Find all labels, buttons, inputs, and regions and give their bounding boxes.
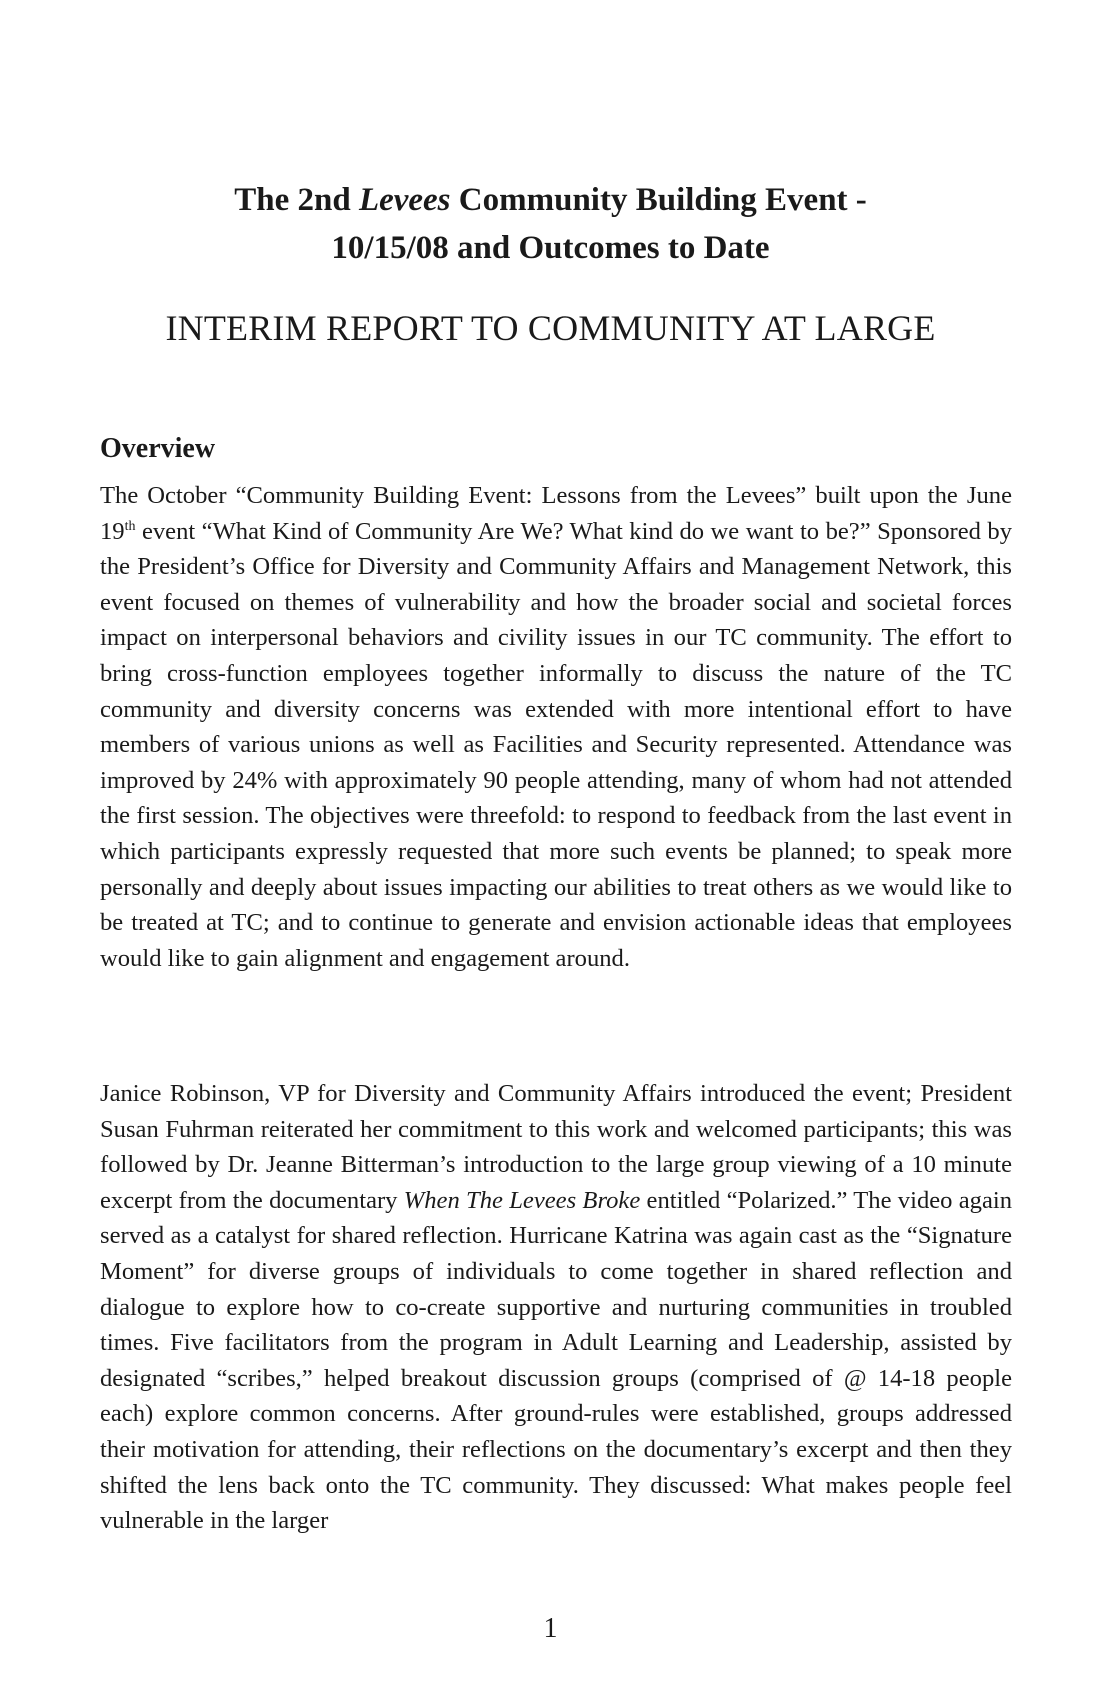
ordinal-superscript: th (124, 518, 136, 534)
report-subtitle: INTERIM REPORT TO COMMUNITY AT LARGE (165, 308, 936, 348)
title-line-2: 10/15/08 and Outcomes to Date (331, 230, 770, 266)
paragraph-text: Janice Robinson, VP for Diversity and Community Affairs introduced the event; President Susan Fuhrman reiterated her commitment to this work and welcomed participants; this was followed by Dr. Jeanne Bitterman’s introduction to the large group viewing of a 10 minute excerpt from the documentary (100, 1080, 1012, 1214)
overview-paragraph-1 (100, 478, 1012, 976)
paragraph-text: The October “Community Building Event: Lessons from the Levees” built upon the June 19 (100, 482, 1012, 545)
paragraph-text: event “What Kind of Community Are We? What kind do we want to be?” Sponsored by the President’s Office for Diversity and Community Affairs and Management Network, this event focused on themes of vulnerability and how the broader social and societal forces impact on interpersonal behaviors and civility issues in our TC community. The effort to bring cross-function employees together informally to discuss the nature of the TC community and diversity concerns was extended with more intentional effort to have members of various unions as well as Facilities and Security represented. Attendance was improved by 24% with approximately 90 people attending, many of whom had not attended the first session. The objectives were threefold: to respond to feedback from the last event in which participants expressly requested that more such events be planned; to speak more personally and deeply about issues impacting our abilities to treat others as we would like to be treated at TC; and to continue to generate and envision actionable ideas that employees would like to gain alignment and engagement around. (100, 517, 1012, 972)
page-title (100, 176, 1001, 272)
title-italic-levees: Levees (358, 182, 451, 218)
paragraph-text: entitled “Polarized.” The video again served as a catalyst for shared reflection. Hurricane Katrina was again cast as the “Signature Moment” for diverse groups of individuals to come together in shared reflection and dialogue to explore how to co-create supportive and nurturing communities in troubled times. Five facilitators from the program in Adult Learning and Leadership, assisted by designated “scribes,” helped breakout discussion groups (comprised of @ 14-18 people each) explore common concerns. After ground-rules were established, groups addressed their motivation for attending, their reflections on the documentary’s excerpt and then they shifted the lens back onto the TC community. They discussed: What makes people feel vulnerable in the larger (100, 1186, 1012, 1535)
documentary-title: When The Levees Broke (403, 1186, 641, 1214)
overview-paragraph-2 (100, 1076, 1012, 1539)
page-number: 1 (543, 1613, 558, 1644)
title-line-1 (234, 182, 867, 218)
title-text-part: The 2nd (234, 182, 359, 218)
title-text-part: Community Building Event - (450, 182, 867, 218)
section-heading-overview: Overview (100, 433, 216, 464)
